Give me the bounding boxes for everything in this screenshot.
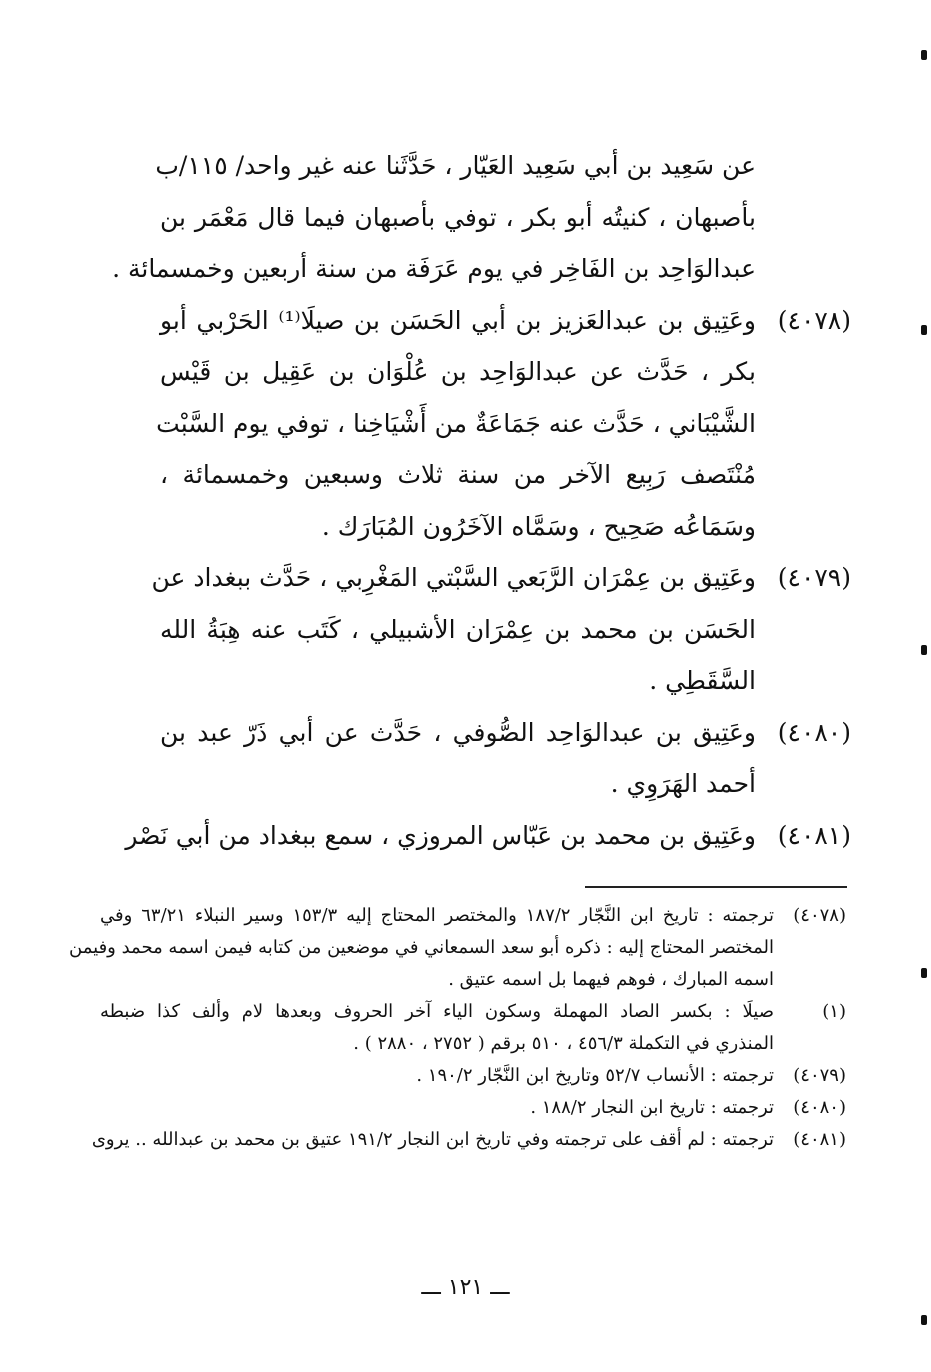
footnote-number: (٤٠٨٠)	[793, 1097, 846, 1118]
intro-paragraph	[112, 140, 756, 295]
entry-number: (٤٠٧٩)	[777, 563, 851, 592]
text-line: مُنْتَصف رَبِيع الآخر من سنة ثلاث وسبعين وخمسمائة ،	[160, 460, 756, 489]
text-line: الحَسَن بن محمد بن عِمْرَان الأشبيلي ، كَتَب عنه هِبَةُ الله	[160, 614, 756, 644]
text-line: بأصبهان ، كنيتُه أبو بكر ، توفي بأصبهان فيما قال مَعْمَر بن	[160, 202, 756, 232]
entry-4081	[125, 810, 851, 862]
footnote-number: (١)	[822, 1001, 846, 1022]
footnote-4081	[91, 1124, 846, 1156]
edge-mark	[921, 968, 927, 978]
footnote-1	[100, 996, 846, 1060]
text-line: السَّقَطِي .	[649, 666, 756, 695]
text-line: وعَتِيق بن محمد بن عَبّاس المروزي ، سمع ببغداد من أبي نَصْر	[125, 820, 756, 850]
entry-4080	[160, 707, 851, 810]
text-line: وعَتِيق بن عبدالعَزيز بن أبي الحَسَن بن صيلَا⁽¹⁾ الحَرْبي أبو	[160, 305, 756, 335]
entry-number: (٤٠٨٠)	[777, 717, 851, 747]
text-line: وعَتِيق بن عِمْرَان الرَّبَعي السَّبْتي المَغْرِبي ، حَدَّث ببغداد عن	[151, 563, 756, 592]
footnotes	[69, 900, 846, 1156]
text-line: وعَتِيق بن عبدالوَاحِد الصُّوفي ، حَدَّث عن أبي ذَرّ عبد بن	[160, 717, 756, 747]
footnote-line: المنذري في التكملة ٤٥٦/٣ ، ٥١٠ برقم ( ٢٧٥٢ ، ٢٨٨٠ ) .	[353, 1033, 774, 1054]
page-number: ـــ ١٢١ ـــ	[421, 1275, 510, 1300]
text-line: عن سَعِيد بن أبي سَعِيد العَيّار ، حَدَّثَنا عنه غير واحد/ ١١٥/ب	[155, 151, 756, 180]
footnote-line: ترجمته : لم أقف على ترجمته وفي تاريخ ابن النجار ١٩١/٢ عتيق بن محمد بن عبدالله .. يروى	[91, 1129, 774, 1150]
footnote-line: ترجمته : تاريخ ابن النَّجّار ١٨٧/٢ والمختصر المحتاج إليه ١٥٣/٣ وسير النبلاء ٦٣/٢١ وفي	[100, 905, 774, 926]
text-line: أحمد الهَرَوِي .	[610, 769, 756, 798]
footnote-line: صيلَا : بكسر الصاد المهملة وسكون الياء آخر الحروف وبعدها لام وألف كذا ضبطه	[100, 1001, 774, 1022]
edge-mark	[921, 50, 927, 60]
footnote-line: ترجمته : تاريخ ابن النجار ١٨٨/٢ .	[530, 1097, 774, 1118]
footnote-number: (٤٠٨١)	[793, 1129, 846, 1150]
entry-number: (٤٠٨١)	[777, 820, 851, 850]
entry-4079	[151, 552, 851, 707]
edge-mark	[921, 645, 927, 655]
footnote-4078	[69, 900, 846, 996]
footnote-line: ترجمته : الأنساب ٥٢/٧ وتاريخ ابن النَّجّار ١٩٠/٢ .	[416, 1065, 774, 1086]
footnote-line: اسمه المبارك ، فوهم فيهما بل اسمه عتيق .	[448, 969, 774, 990]
edge-mark	[921, 325, 927, 335]
entry-number: (٤٠٧٨)	[777, 305, 851, 335]
footnote-4079	[100, 1060, 846, 1092]
text-line: عبدالوَاحِد بن الفَاخِر في يوم عَرَفَة من سنة أربعين وخمسمائة .	[112, 254, 756, 283]
footnote-separator	[585, 886, 847, 888]
text-line: وسَمَاعُه صَحِيح ، وسَمَّاه الآخَرُون المُبَارَك .	[321, 511, 756, 541]
footnote-number: (٤٠٧٨)	[793, 905, 846, 926]
footnote-line: المختصر المحتاج إليه : ذكره أبو سعد السمعاني في موضعين من كتابه فيمن اسمه محمد وفيمن	[69, 937, 774, 958]
edge-mark	[921, 1315, 927, 1325]
text-line: الشَّيْبَاني ، حَدَّث عنه جَمَاعَةٌ من أَشْيَاخِنا ، توفي يوم السَّبْت	[156, 408, 756, 438]
footnote-number: (٤٠٧٩)	[793, 1065, 846, 1086]
main-text	[112, 140, 851, 861]
entry-4078	[156, 295, 851, 553]
text-line: بكر ، حَدَّث عن عبدالوَاحِد بن عُلْوَان بن عَقِيل بن قَيْس	[160, 357, 756, 386]
footnote-4080	[100, 1092, 846, 1124]
